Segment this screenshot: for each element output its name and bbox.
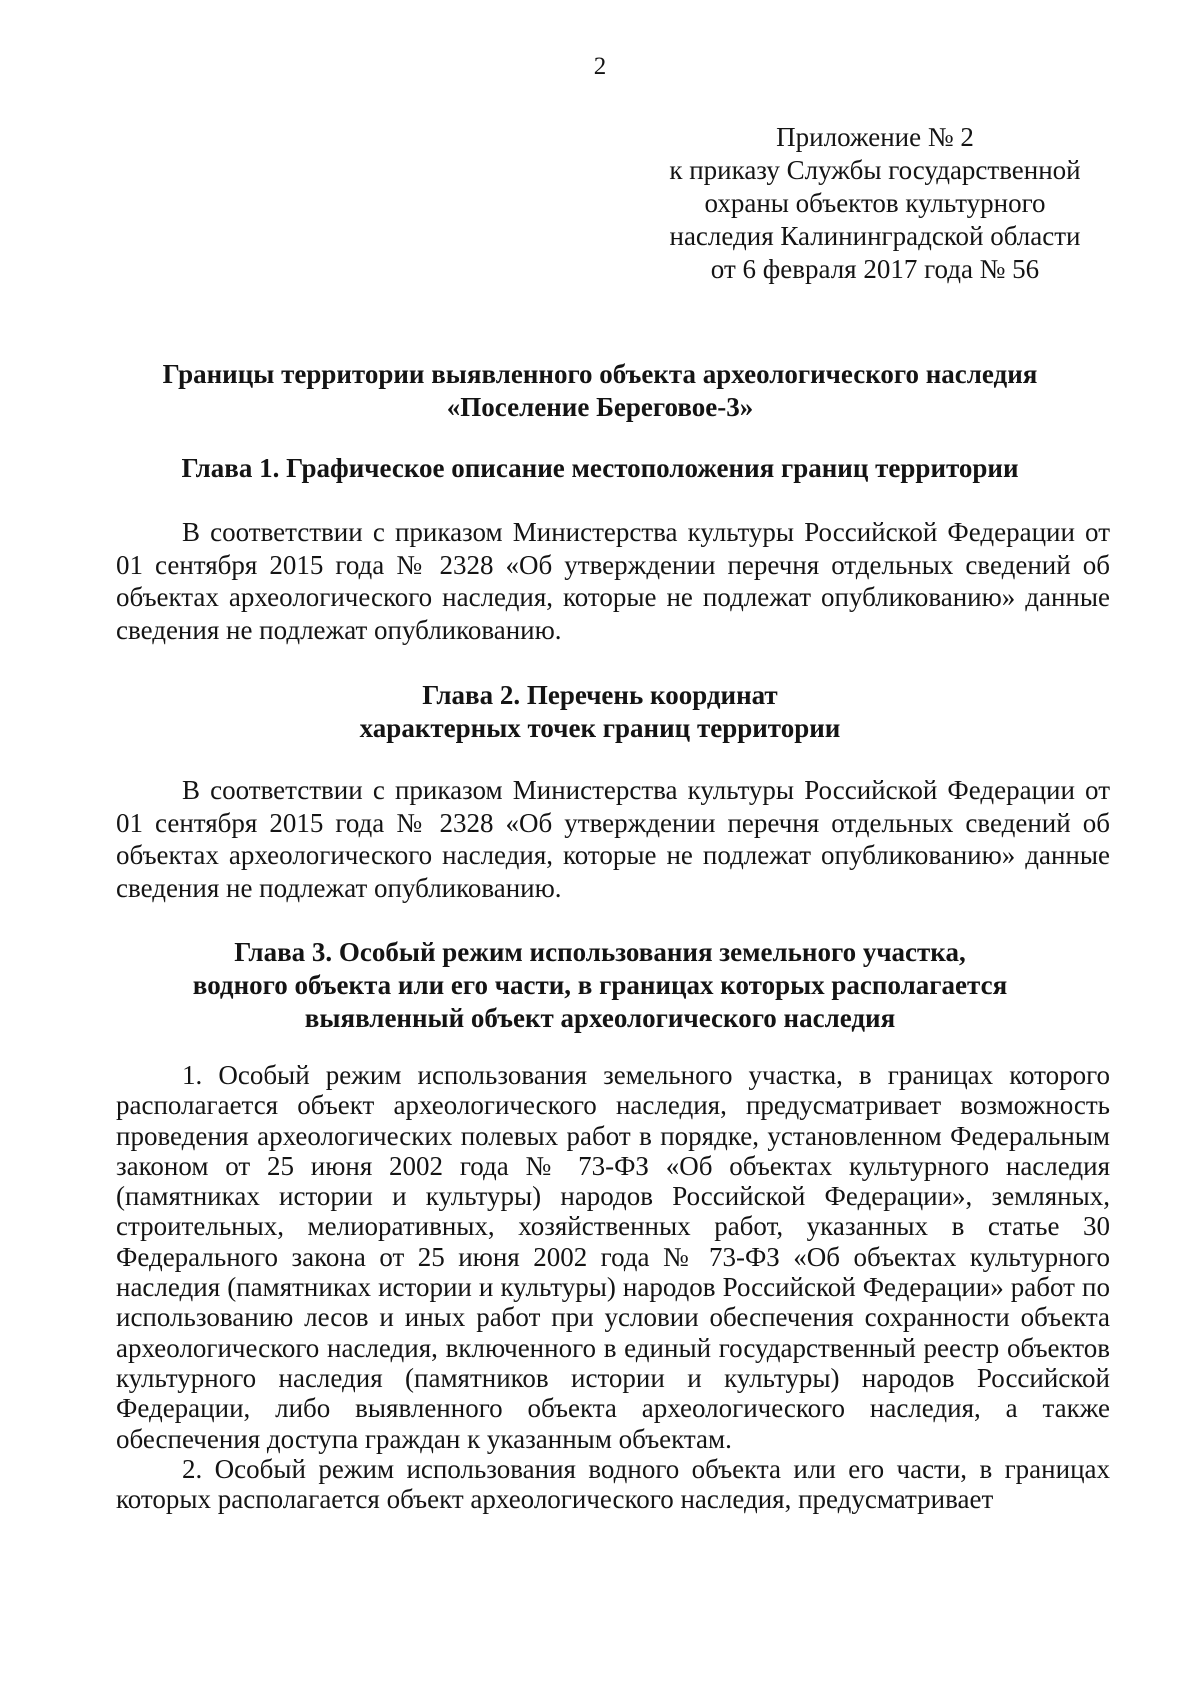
chapter1-text <box>116 516 1110 646</box>
chapter2-text <box>116 774 1110 904</box>
page-number: 2 <box>593 53 607 80</box>
chapter3-item-2: 2. Особый режим использования водного объекта или его части, в границах которых располагается объект археологического наследия, предусматривает <box>116 1453 1110 1515</box>
chapter2-heading-line: Глава 2. Перечень координат <box>422 680 778 710</box>
appendix-line: Приложение № 2 <box>776 122 974 152</box>
appendix-line: наследия Калининградской области <box>669 221 1081 251</box>
chapter3-item-1: 1. Особый режим использования земельного участка, в границах которого располагается объект археологического наследия, предусматривает возможность проведения археологических полевых работ в порядке, установленном Федеральным законом от 25 июня 2002 года № 73-ФЗ «Об объектах культурного наследия (памятниках истории и культуры) народов Российской Федерации», земляных, строительных, мелиоративных, хозяйственных работ, указанных в статье 30 Федерального закона от 25 июня 2002 года № 73-ФЗ «Об объектах культурного наследия (памятниках истории и культуры) народов Российской Федерации» работ по использованию лесов и иных работ при условии обеспечения сохранности объекта археологического наследия, включенного в единый государственный реестр объектов культурного наследия (памятников истории и культуры) народов Российской Федерации, либо выявленного объекта археологического наследия, а также обеспечения доступа граждан к указанным объектам. <box>116 1060 1110 1454</box>
appendix-line: охраны объектов культурного <box>704 188 1046 218</box>
chapter1-paragraph: В соответствии с приказом Министерства культуры Российской Федерации от 01 сентября 2015 года № 2328 «Об утверждении перечня отдельных сведений об объектах археологического наследия, которые не подлежат опубликованию» данные сведения не подлежат опубликованию. <box>116 517 1110 645</box>
document-title <box>100 358 1100 424</box>
appendix-line: к приказу Службы государственной <box>669 155 1081 185</box>
chapter1-heading-line: Глава 1. Графическое описание местоположения границ территории <box>181 453 1019 483</box>
chapter3-heading-line: выявленный объект археологического наследия <box>304 1003 896 1033</box>
appendix-line: от 6 февраля 2017 года № 56 <box>710 254 1040 284</box>
chapter2-paragraph: В соответствии с приказом Министерства культуры Российской Федерации от 01 сентября 2015 года № 2328 «Об утверждении перечня отдельных сведений об объектах археологического наследия, которые не подлежат опубликованию» данные сведения не подлежат опубликованию. <box>116 775 1110 903</box>
document-title-line: «Поселение Береговое-3» <box>446 392 754 422</box>
appendix-block <box>655 121 1095 286</box>
chapter2-heading-line: характерных точек границ территории <box>359 713 841 743</box>
chapter3-heading-line: водного объекта или его части, в границах которых располагается <box>192 970 1008 1000</box>
chapter1-heading <box>100 452 1100 485</box>
chapter3-heading <box>100 936 1100 1035</box>
document-title-line: Границы территории выявленного объекта археологического наследия <box>162 359 1038 389</box>
chapter2-heading <box>100 679 1100 745</box>
chapter3-heading-line: Глава 3. Особый режим использования земельного участка, <box>234 937 966 967</box>
chapter3-text <box>116 1060 1110 1514</box>
